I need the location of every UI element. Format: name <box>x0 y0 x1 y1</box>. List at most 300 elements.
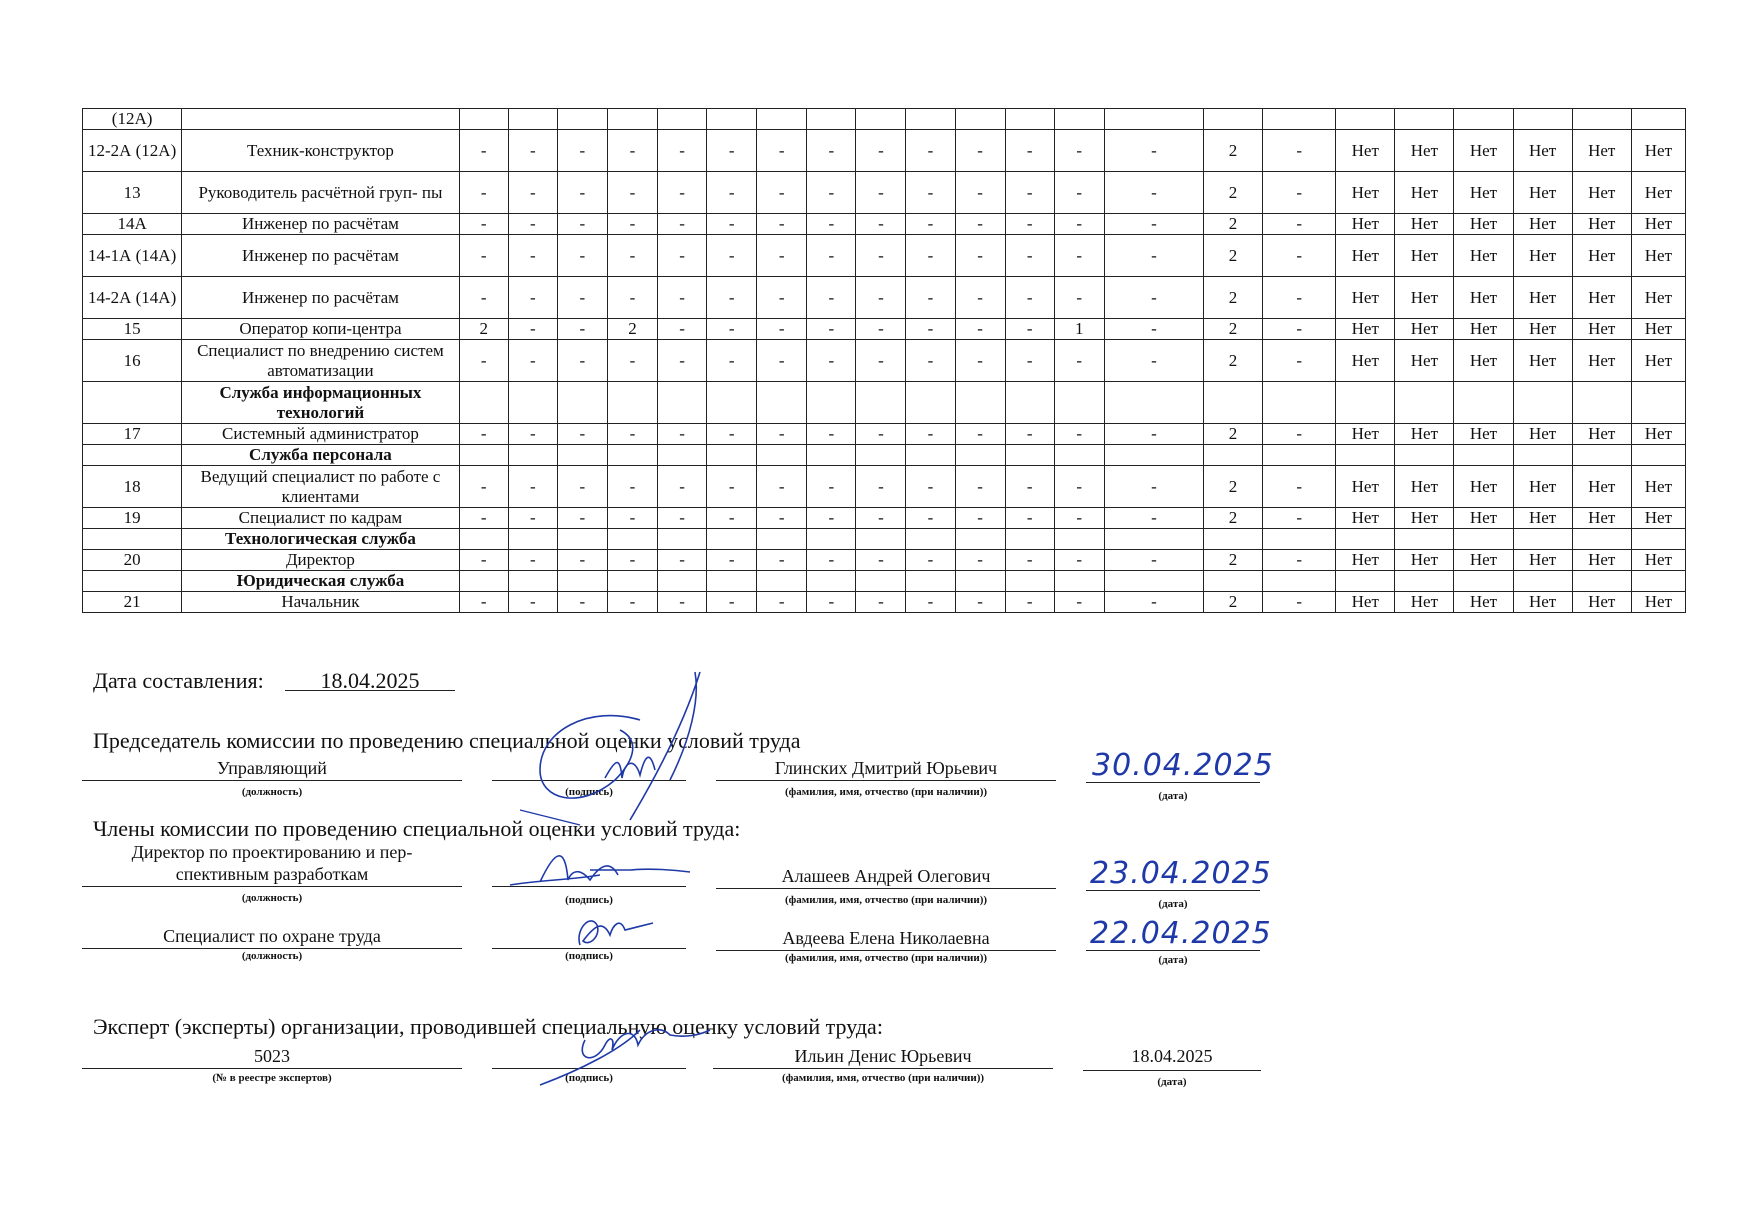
value-cell: - <box>607 172 657 214</box>
value-cell: Нет <box>1336 172 1395 214</box>
section-row <box>83 529 1686 550</box>
value-cell: Нет <box>1395 277 1454 319</box>
value-cell: - <box>508 592 557 613</box>
value-cell: Нет <box>1395 214 1454 235</box>
value-cell: - <box>557 508 607 529</box>
value-cell: - <box>1263 592 1336 613</box>
value-cell <box>658 109 707 130</box>
value-cell: - <box>856 277 906 319</box>
empty-cell <box>856 445 906 466</box>
chairman-name-caption: (фамилия, имя, отчество (при наличии)) <box>784 786 988 798</box>
value-cell: - <box>1263 340 1336 382</box>
value-cell <box>707 109 757 130</box>
empty-cell <box>1454 445 1513 466</box>
member1-name-line <box>716 888 1056 889</box>
empty-cell <box>955 529 1005 550</box>
value-cell <box>955 109 1005 130</box>
value-cell: Нет <box>1513 466 1572 508</box>
value-cell: Нет <box>1454 550 1513 571</box>
value-cell: - <box>1054 340 1104 382</box>
workplace-number: 18 <box>83 466 182 508</box>
value-cell: - <box>707 466 757 508</box>
value-cell: Нет <box>1572 424 1631 445</box>
empty-cell <box>1395 445 1454 466</box>
empty-cell <box>508 382 557 424</box>
table-row <box>83 172 1686 214</box>
empty-cell <box>1336 382 1395 424</box>
value-cell: - <box>856 424 906 445</box>
position-name: Начальник <box>182 592 460 613</box>
empty-cell <box>1513 382 1572 424</box>
section-title: Служба информационных технологий <box>182 382 460 424</box>
position-name: Инженер по расчётам <box>182 235 460 277</box>
value-cell: - <box>607 592 657 613</box>
value-cell: - <box>508 277 557 319</box>
value-cell: - <box>1104 130 1203 172</box>
value-cell: - <box>459 130 508 172</box>
member1-signature <box>500 840 700 900</box>
member1-position-line2: спективным разработкам <box>175 864 369 884</box>
value-cell: - <box>1005 424 1054 445</box>
value-cell: - <box>955 508 1005 529</box>
value-cell: - <box>557 550 607 571</box>
chairman-position: Управляющий <box>217 758 327 778</box>
value-cell: Нет <box>1631 592 1685 613</box>
value-cell: Нет <box>1336 508 1395 529</box>
value-cell: - <box>1263 214 1336 235</box>
value-cell: - <box>906 172 955 214</box>
value-cell: - <box>955 172 1005 214</box>
value-cell: Нет <box>1454 214 1513 235</box>
value-cell: - <box>1263 466 1336 508</box>
value-cell: Нет <box>1513 340 1572 382</box>
value-cell: 2 <box>1203 130 1262 172</box>
value-cell: - <box>955 235 1005 277</box>
empty-cell <box>1263 571 1336 592</box>
empty-cell <box>557 529 607 550</box>
table-row <box>83 508 1686 529</box>
value-cell: - <box>557 340 607 382</box>
value-cell: - <box>607 424 657 445</box>
value-cell: - <box>658 424 707 445</box>
value-cell: Нет <box>1631 214 1685 235</box>
empty-cell <box>906 529 955 550</box>
member1-position-line1: Директор по проектированию и пер- <box>131 842 413 862</box>
value-cell: - <box>955 130 1005 172</box>
empty-cell <box>707 382 757 424</box>
value-cell: - <box>807 277 856 319</box>
value-cell: - <box>1104 214 1203 235</box>
value-cell: Нет <box>1513 550 1572 571</box>
value-cell: - <box>1005 172 1054 214</box>
expert-heading: Эксперт (эксперты) организации, проводившей специальную оценку условий труда: <box>93 1014 883 1039</box>
value-cell: - <box>658 214 707 235</box>
value-cell: Нет <box>1513 172 1572 214</box>
value-cell: - <box>557 319 607 340</box>
value-cell: - <box>607 214 657 235</box>
section-row <box>83 382 1686 424</box>
value-cell: - <box>906 214 955 235</box>
value-cell: - <box>807 466 856 508</box>
table-row <box>83 550 1686 571</box>
value-cell <box>1336 109 1395 130</box>
value-cell: - <box>707 340 757 382</box>
value-cell <box>557 109 607 130</box>
member2-name-caption: (фамилия, имя, отчество (при наличии)) <box>784 952 988 964</box>
empty-cell <box>1203 445 1262 466</box>
value-cell: - <box>955 424 1005 445</box>
table-row <box>83 592 1686 613</box>
value-cell <box>1395 109 1454 130</box>
value-cell <box>807 109 856 130</box>
value-cell: Нет <box>1395 340 1454 382</box>
value-cell: - <box>757 508 807 529</box>
empty-cell <box>459 571 508 592</box>
workplace-number: 15 <box>83 319 182 340</box>
value-cell: Нет <box>1336 214 1395 235</box>
value-cell: - <box>757 172 807 214</box>
expert-signature-caption: (подпись) <box>565 1072 613 1084</box>
value-cell: Нет <box>1395 508 1454 529</box>
value-cell: - <box>459 172 508 214</box>
value-cell: - <box>856 172 906 214</box>
value-cell: Нет <box>1336 130 1395 172</box>
value-cell: - <box>757 130 807 172</box>
empty-cell <box>1005 529 1054 550</box>
empty-cell <box>757 382 807 424</box>
value-cell: - <box>906 277 955 319</box>
value-cell: - <box>508 340 557 382</box>
value-cell: - <box>557 214 607 235</box>
value-cell: - <box>607 466 657 508</box>
workplace-number: 16 <box>83 340 182 382</box>
expert-registry-line <box>82 1068 462 1069</box>
value-cell: - <box>1104 172 1203 214</box>
value-cell: - <box>707 424 757 445</box>
value-cell: - <box>707 277 757 319</box>
section-num-cell <box>83 529 182 550</box>
value-cell <box>1054 109 1104 130</box>
empty-cell <box>856 571 906 592</box>
member1-position-caption: (должность) <box>241 892 303 904</box>
value-cell: 2 <box>1203 550 1262 571</box>
value-cell: - <box>807 214 856 235</box>
member2-name: Авдеева Елена Николаевна <box>782 928 990 948</box>
value-cell: - <box>658 340 707 382</box>
value-cell <box>1263 109 1336 130</box>
value-cell: Нет <box>1395 592 1454 613</box>
value-cell: Нет <box>1395 550 1454 571</box>
value-cell: Нет <box>1631 319 1685 340</box>
value-cell: Нет <box>1454 277 1513 319</box>
value-cell: - <box>906 424 955 445</box>
value-cell: Нет <box>1513 277 1572 319</box>
chairman-name: Глинских Дмитрий Юрьевич <box>774 758 998 778</box>
position-name: Руководитель расчётной груп- пы <box>182 172 460 214</box>
empty-cell <box>807 445 856 466</box>
value-cell: 2 <box>607 319 657 340</box>
value-cell: Нет <box>1336 466 1395 508</box>
value-cell: - <box>906 550 955 571</box>
value-cell: - <box>955 466 1005 508</box>
value-cell: Нет <box>1336 235 1395 277</box>
value-cell: - <box>1054 277 1104 319</box>
value-cell: 2 <box>1203 214 1262 235</box>
value-cell: Нет <box>1572 466 1631 508</box>
value-cell: - <box>1104 424 1203 445</box>
expert-registry-no: 5023 <box>254 1046 290 1066</box>
empty-cell <box>807 382 856 424</box>
value-cell: - <box>906 508 955 529</box>
value-cell: - <box>856 340 906 382</box>
value-cell: - <box>856 466 906 508</box>
value-cell: - <box>508 214 557 235</box>
value-cell: Нет <box>1631 172 1685 214</box>
member1-date-line <box>1086 890 1260 891</box>
value-cell: - <box>906 319 955 340</box>
empty-cell <box>508 529 557 550</box>
table-row <box>83 319 1686 340</box>
value-cell: - <box>807 340 856 382</box>
value-cell: Нет <box>1395 424 1454 445</box>
empty-cell <box>1104 382 1203 424</box>
position-name: Техник-конструктор <box>182 130 460 172</box>
empty-cell <box>757 529 807 550</box>
value-cell: - <box>757 235 807 277</box>
value-cell: - <box>508 508 557 529</box>
value-cell: - <box>1104 550 1203 571</box>
workplace-number: 14А <box>83 214 182 235</box>
value-cell <box>508 109 557 130</box>
value-cell: - <box>557 466 607 508</box>
value-cell: Нет <box>1454 592 1513 613</box>
workplace-number: 12-2А (12А) <box>83 130 182 172</box>
position-name: Оператор копи-центра <box>182 319 460 340</box>
value-cell: - <box>1104 235 1203 277</box>
value-cell: - <box>757 592 807 613</box>
value-cell: - <box>1263 130 1336 172</box>
value-cell: Нет <box>1395 466 1454 508</box>
empty-cell <box>1572 382 1631 424</box>
value-cell: - <box>955 319 1005 340</box>
empty-cell <box>1203 529 1262 550</box>
value-cell: - <box>1263 172 1336 214</box>
value-cell: Нет <box>1513 214 1572 235</box>
chairman-signature-caption: (подпись) <box>565 786 613 798</box>
value-cell: - <box>1104 277 1203 319</box>
expert-name-caption: (фамилия, имя, отчество (при наличии)) <box>781 1072 985 1084</box>
chairman-signature <box>500 660 730 830</box>
empty-cell <box>1631 382 1685 424</box>
empty-cell <box>1054 445 1104 466</box>
workplace-number: 20 <box>83 550 182 571</box>
value-cell: - <box>707 319 757 340</box>
value-cell: - <box>658 592 707 613</box>
value-cell: - <box>1263 277 1336 319</box>
empty-cell <box>856 529 906 550</box>
value-cell: 1 <box>1054 319 1104 340</box>
value-cell: Нет <box>1454 319 1513 340</box>
value-cell: - <box>658 172 707 214</box>
empty-cell <box>1005 445 1054 466</box>
value-cell: - <box>1263 424 1336 445</box>
empty-cell <box>707 529 757 550</box>
table-row <box>83 277 1686 319</box>
value-cell: Нет <box>1513 508 1572 529</box>
value-cell <box>906 109 955 130</box>
empty-cell <box>459 382 508 424</box>
value-cell: - <box>1263 508 1336 529</box>
value-cell: Нет <box>1572 319 1631 340</box>
position-name: Инженер по расчётам <box>182 277 460 319</box>
value-cell: - <box>607 550 657 571</box>
value-cell: 2 <box>1203 340 1262 382</box>
section-title: Служба персонала <box>182 445 460 466</box>
empty-cell <box>1572 529 1631 550</box>
value-cell: - <box>757 277 807 319</box>
empty-cell <box>1631 445 1685 466</box>
value-cell: - <box>508 172 557 214</box>
value-cell: 2 <box>1203 424 1262 445</box>
value-cell: - <box>1005 214 1054 235</box>
empty-cell <box>1054 382 1104 424</box>
value-cell <box>1203 109 1262 130</box>
empty-cell <box>508 571 557 592</box>
value-cell: Нет <box>1631 130 1685 172</box>
value-cell: - <box>557 235 607 277</box>
empty-cell <box>1263 529 1336 550</box>
value-cell: Нет <box>1513 592 1572 613</box>
position-name: Специалист по кадрам <box>182 508 460 529</box>
value-cell: Нет <box>1454 466 1513 508</box>
members-heading: Члены комиссии по проведению специальной оценки условий труда: <box>93 816 741 841</box>
empty-cell <box>1336 571 1395 592</box>
chairman-position-line <box>82 780 462 781</box>
value-cell: - <box>955 214 1005 235</box>
empty-cell <box>607 445 657 466</box>
value-cell: 2 <box>1203 172 1262 214</box>
sout-results-table <box>82 108 1686 613</box>
section-row <box>83 571 1686 592</box>
member2-date-handwritten: 22.04.2025 <box>1090 916 1272 951</box>
value-cell: - <box>557 277 607 319</box>
value-cell: - <box>607 508 657 529</box>
table-row <box>83 214 1686 235</box>
value-cell <box>1454 109 1513 130</box>
value-cell <box>1005 109 1054 130</box>
value-cell: - <box>1005 319 1054 340</box>
value-cell: - <box>807 172 856 214</box>
value-cell: 2 <box>1203 277 1262 319</box>
expert-date-line <box>1083 1070 1261 1071</box>
empty-cell <box>1395 529 1454 550</box>
value-cell: - <box>807 592 856 613</box>
table-row <box>83 424 1686 445</box>
chairman-name-line <box>716 780 1056 781</box>
value-cell: Нет <box>1336 592 1395 613</box>
value-cell: Нет <box>1631 277 1685 319</box>
value-cell: - <box>1005 466 1054 508</box>
value-cell: Нет <box>1336 424 1395 445</box>
table-row <box>83 109 1686 130</box>
value-cell: Нет <box>1395 235 1454 277</box>
empty-cell <box>607 571 657 592</box>
empty-cell <box>1054 571 1104 592</box>
value-cell: - <box>508 235 557 277</box>
position-name: Директор <box>182 550 460 571</box>
sout-table-wrapper <box>82 108 1686 613</box>
section-title: Юридическая служба <box>182 571 460 592</box>
value-cell: - <box>955 340 1005 382</box>
section-num-cell <box>83 382 182 424</box>
value-cell: Нет <box>1572 508 1631 529</box>
empty-cell <box>658 529 707 550</box>
value-cell: - <box>757 466 807 508</box>
value-cell <box>1513 109 1572 130</box>
expert-date-caption: (дата) <box>1157 1076 1187 1088</box>
value-cell: - <box>707 508 757 529</box>
empty-cell <box>1104 529 1203 550</box>
value-cell: - <box>1104 466 1203 508</box>
value-cell: Нет <box>1513 235 1572 277</box>
value-cell: - <box>707 592 757 613</box>
empty-cell <box>707 445 757 466</box>
member2-position-line <box>82 948 462 949</box>
empty-cell <box>1203 382 1262 424</box>
empty-cell <box>508 445 557 466</box>
value-cell: - <box>1104 592 1203 613</box>
date-label: Дата составления: <box>93 668 264 693</box>
value-cell: - <box>1104 508 1203 529</box>
workplace-number: 17 <box>83 424 182 445</box>
empty-cell <box>1395 382 1454 424</box>
value-cell: - <box>856 319 906 340</box>
value-cell: Нет <box>1454 340 1513 382</box>
empty-cell <box>757 571 807 592</box>
value-cell: Нет <box>1631 508 1685 529</box>
empty-cell <box>1005 382 1054 424</box>
value-cell: Нет <box>1454 235 1513 277</box>
member1-date-handwritten: 23.04.2025 <box>1090 856 1272 891</box>
chairman-position-caption: (должность) <box>241 786 303 798</box>
value-cell: - <box>856 550 906 571</box>
empty-cell <box>1631 571 1685 592</box>
empty-cell <box>1454 571 1513 592</box>
empty-cell <box>1005 571 1054 592</box>
value-cell: - <box>807 550 856 571</box>
empty-cell <box>1054 529 1104 550</box>
table-row <box>83 235 1686 277</box>
member2-signature-caption: (подпись) <box>565 950 613 962</box>
chairman-date-caption: (дата) <box>1158 790 1188 802</box>
value-cell: - <box>707 130 757 172</box>
empty-cell <box>757 445 807 466</box>
empty-cell <box>658 445 707 466</box>
value-cell: - <box>707 550 757 571</box>
value-cell: - <box>607 235 657 277</box>
workplace-number: 14-1А (14А) <box>83 235 182 277</box>
section-title: Технологическая служба <box>182 529 460 550</box>
value-cell: - <box>906 340 955 382</box>
workplace-number: 14-2А (14А) <box>83 277 182 319</box>
value-cell: - <box>1005 277 1054 319</box>
value-cell: - <box>1005 592 1054 613</box>
member2-position: Специалист по охране труда <box>163 926 381 946</box>
value-cell <box>1631 109 1685 130</box>
expert-registry-caption: (№ в реестре экспертов) <box>212 1072 332 1084</box>
value-cell: Нет <box>1336 319 1395 340</box>
value-cell: Нет <box>1631 550 1685 571</box>
